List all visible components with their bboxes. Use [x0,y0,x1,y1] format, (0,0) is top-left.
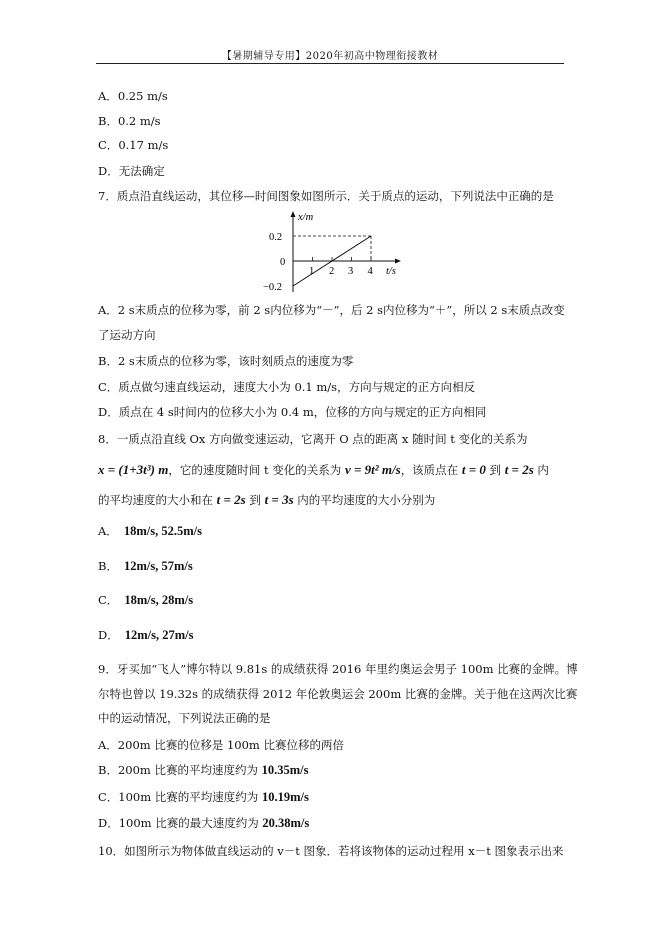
q8-stem-line2: x = (1+3t³) m，它的速度随时间 t 变化的关系为 v = 9t² m/s，该质点在 t = 0 到 t = 2s 内 [98,462,549,477]
q9-option-a: A．200m 比赛的位移是 100m 比赛位移的两倍 [98,738,344,752]
y-tick-label: −0.2 [263,282,283,293]
header-rule [96,63,564,64]
q8-stem-line3: 的平均速度的大小和在 t = 2s 到 t = 3s 内的平均速度的大小分别为 [98,492,436,507]
q7-option-d: D．质点在 4 s时间内的位移大小为 0.4 m，位移的方向与规定的正方向相同 [98,405,487,419]
equation-v: v = 9t² m/s [344,462,401,477]
q7-stem: 7．质点沿直线运动，其位移—时间图象如图所示．关于质点的运动，下列说法中正确的是 [98,189,554,203]
q7-option-c: C．质点做匀速直线运动，速度大小为 0.1 m/s，方向与规定的正方向相反 [98,380,476,394]
equation-x: x = (1+3t³) m [98,462,169,477]
q6-option-c: C．0.17 m/s [98,138,169,152]
x-tick-label: 1 [309,266,315,277]
q9-option-c: C．100m 比赛的平均速度约为 10.19m/s [98,790,309,804]
q7-option-a-line2: 了运动方向 [98,328,156,342]
q8-option-b: B． 12m/s, 57m/s [98,559,193,573]
y-axis-label: x/m [298,212,314,223]
q8-option-c: C． 18m/s, 28m/s [98,593,194,607]
q9-stem-line2: 尔特也曾以 19.32s 的成绩获得 2012 年伦敦奥运会 200m 比赛的金牌。关于他在这两次比赛 [98,687,578,701]
q7-option-a-line1: A．2 s末质点的位移为零，前 2 s内位移为“－”，后 2 s内位移为“＋”，所以 2 s末质点改变 [98,303,565,317]
y-tick-label: 0 [280,257,286,268]
q10-stem-line1: 10．如图所示为物体做直线运动的 v－t 图象．若将该物体的运动过程用 x－t 图象表示出来 [98,844,564,858]
page-header: 【暑期辅导专用】2020年初高中物理衔接教材 [221,51,439,62]
q9-stem-line3: 中的运动情况，下列说法正确的是 [98,711,271,725]
q9-option-b: B．200m 比赛的平均速度约为 10.35m/s [98,763,309,777]
q8-option-d: D． 12m/s, 27m/s [98,628,194,642]
q8-option-a: A． 18m/s, 52.5m/s [98,524,202,538]
x-axis-label: t/s [386,266,396,277]
x-tick-label: 3 [348,266,354,277]
x-tick-label: 4 [367,266,373,277]
y-tick-label: 0.2 [269,232,283,243]
x-tick-label: 2 [329,266,335,277]
q6-option-b: B．0.2 m/s [98,114,161,128]
q6-option-a: A．0.25 m/s [98,89,168,103]
q9-stem-line1: 9．牙买加“飞人”博尔特以 9.81s 的成绩获得 2016 年里约奥运会男子 100m 比赛的金牌。博 [98,662,578,676]
q9-option-d: D．100m 比赛的最大速度约为 20.38m/s [98,816,310,830]
q7-option-b: B．2 s末质点的位移为零，该时刻质点的速度为零 [98,354,354,368]
xt-graph [258,208,418,298]
q8-stem-line1: 8．一质点沿直线 Ox 方向做变速运动，它离开 O 点的距离 x 随时间 t 变化的关系为 [98,432,528,446]
q6-option-d: D．无法确定 [98,164,165,178]
